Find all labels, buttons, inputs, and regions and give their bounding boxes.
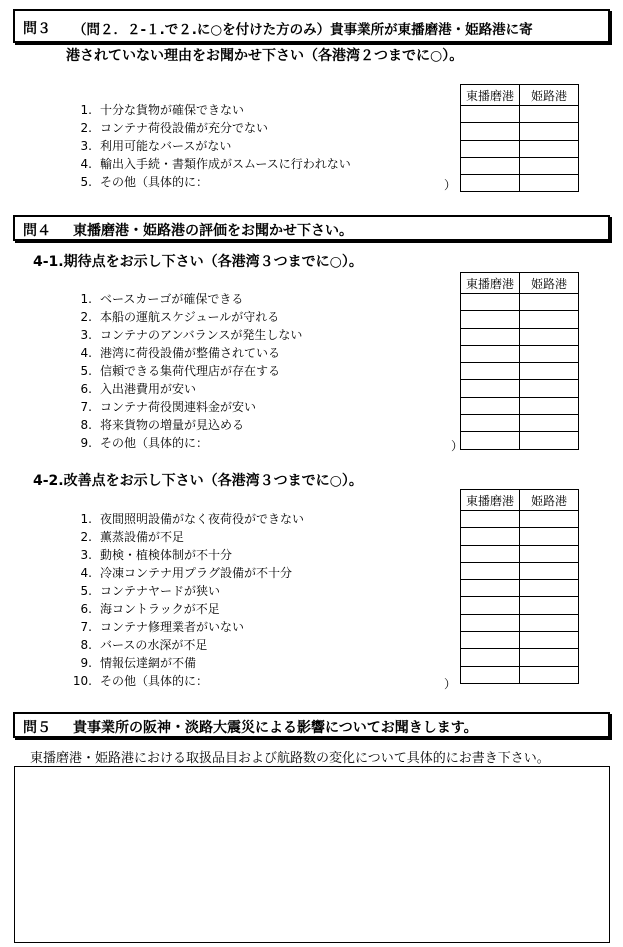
q3-col-higashiharima: 東播磨港 xyxy=(461,85,520,106)
q4-1-answer-grid xyxy=(460,272,579,450)
q5-label: 問５ xyxy=(23,720,51,736)
q3-cell[interactable] xyxy=(520,106,579,123)
q5-header xyxy=(13,712,610,738)
q4-1-cell[interactable] xyxy=(461,415,520,432)
q4-2-cell[interactable] xyxy=(520,614,579,631)
q5-title: 貴事業所の阪神・淡路大震災による影響についてお聞きします。 xyxy=(73,720,478,736)
q4-1-cell[interactable] xyxy=(520,380,579,397)
q4-1-cell[interactable] xyxy=(520,328,579,345)
q4-2-cell[interactable] xyxy=(461,511,520,528)
q4-2-cell[interactable] xyxy=(520,649,579,666)
q4-1-cell[interactable] xyxy=(461,380,520,397)
q4-2-cell[interactable] xyxy=(520,545,579,562)
q5-instruction: 東播磨港・姫路港における取扱品目および航路数の変化について具体的にお書き下さい。 xyxy=(30,751,550,766)
q3-close-paren: ） xyxy=(444,178,457,192)
q3-col-himeji: 姫路港 xyxy=(520,85,579,106)
q4-2-cell[interactable] xyxy=(461,580,520,597)
q4-1-cell[interactable] xyxy=(520,311,579,328)
q4-2-close-paren: ） xyxy=(444,677,457,691)
q4-1-cell[interactable] xyxy=(461,397,520,414)
q4-label: 問４ xyxy=(23,223,51,239)
q4-1-cell[interactable] xyxy=(461,363,520,380)
q3-cell[interactable] xyxy=(461,140,520,157)
q3-cell[interactable] xyxy=(520,123,579,140)
q3-cell[interactable] xyxy=(461,123,520,140)
q4-1-cell[interactable] xyxy=(520,397,579,414)
q4-1-cell[interactable] xyxy=(520,363,579,380)
q4-1-cell[interactable] xyxy=(461,311,520,328)
q3-cell[interactable] xyxy=(461,106,520,123)
q4-2-cell[interactable] xyxy=(520,632,579,649)
q4-1-heading: 4-1.期待点をお示し下さい（各港湾３つまでに○）。 xyxy=(33,254,363,270)
q4-1-cell[interactable] xyxy=(461,328,520,345)
q4-2-cell[interactable] xyxy=(461,597,520,614)
q4-2-col-himeji: 姫路港 xyxy=(520,490,579,511)
q4-2-cell[interactable] xyxy=(520,511,579,528)
q3-header xyxy=(13,9,610,43)
q4-1-col-higashiharima: 東播磨港 xyxy=(461,273,520,294)
q4-2-col-higashiharima: 東播磨港 xyxy=(461,490,520,511)
q4-2-cell[interactable] xyxy=(461,666,520,683)
q4-2-cell[interactable] xyxy=(520,580,579,597)
q3-cell[interactable] xyxy=(520,175,579,192)
q4-1-cell[interactable] xyxy=(520,415,579,432)
q4-2-cell[interactable] xyxy=(520,562,579,579)
q4-2-cell[interactable] xyxy=(520,666,579,683)
q4-2-cell[interactable] xyxy=(461,562,520,579)
q4-2-cell[interactable] xyxy=(461,649,520,666)
q3-cell[interactable] xyxy=(461,157,520,174)
q3-cell[interactable] xyxy=(520,140,579,157)
q4-1-cell[interactable] xyxy=(520,432,579,449)
q4-1-col-himeji: 姫路港 xyxy=(520,273,579,294)
q3-cell[interactable] xyxy=(461,175,520,192)
q4-2-cell[interactable] xyxy=(520,597,579,614)
q4-1-cell[interactable] xyxy=(461,345,520,362)
q4-2-cell[interactable] xyxy=(461,632,520,649)
q4-title: 東播磨港・姫路港の評価をお聞かせ下さい。 xyxy=(73,223,353,239)
q4-2-cell[interactable] xyxy=(461,614,520,631)
q5-answer-box[interactable] xyxy=(14,766,610,943)
q4-2-cell[interactable] xyxy=(520,528,579,545)
q3-title-line1: （問２．２-１.で２.に○を付けた方のみ）貴事業所が東播磨港・姫路港に寄 xyxy=(73,22,533,38)
q4-1-cell[interactable] xyxy=(520,294,579,311)
q4-2-heading: 4-2.改善点をお示し下さい（各港湾３つまでに○）。 xyxy=(33,473,363,489)
q4-2-answer-grid xyxy=(460,489,579,684)
q3-answer-grid xyxy=(460,84,579,192)
q4-2-cell[interactable] xyxy=(461,545,520,562)
q4-2-cell[interactable] xyxy=(461,528,520,545)
q4-1-cell[interactable] xyxy=(461,432,520,449)
q4-1-cell[interactable] xyxy=(461,294,520,311)
q4-1-cell[interactable] xyxy=(520,345,579,362)
q3-cell[interactable] xyxy=(520,157,579,174)
q4-1-close-paren: ） xyxy=(451,439,464,453)
q3-title-line2: 港されていない理由をお聞かせ下さい（各港湾２つまでに○）。 xyxy=(66,48,464,64)
q3-label: 問３ xyxy=(23,21,51,37)
q4-header xyxy=(13,215,610,241)
